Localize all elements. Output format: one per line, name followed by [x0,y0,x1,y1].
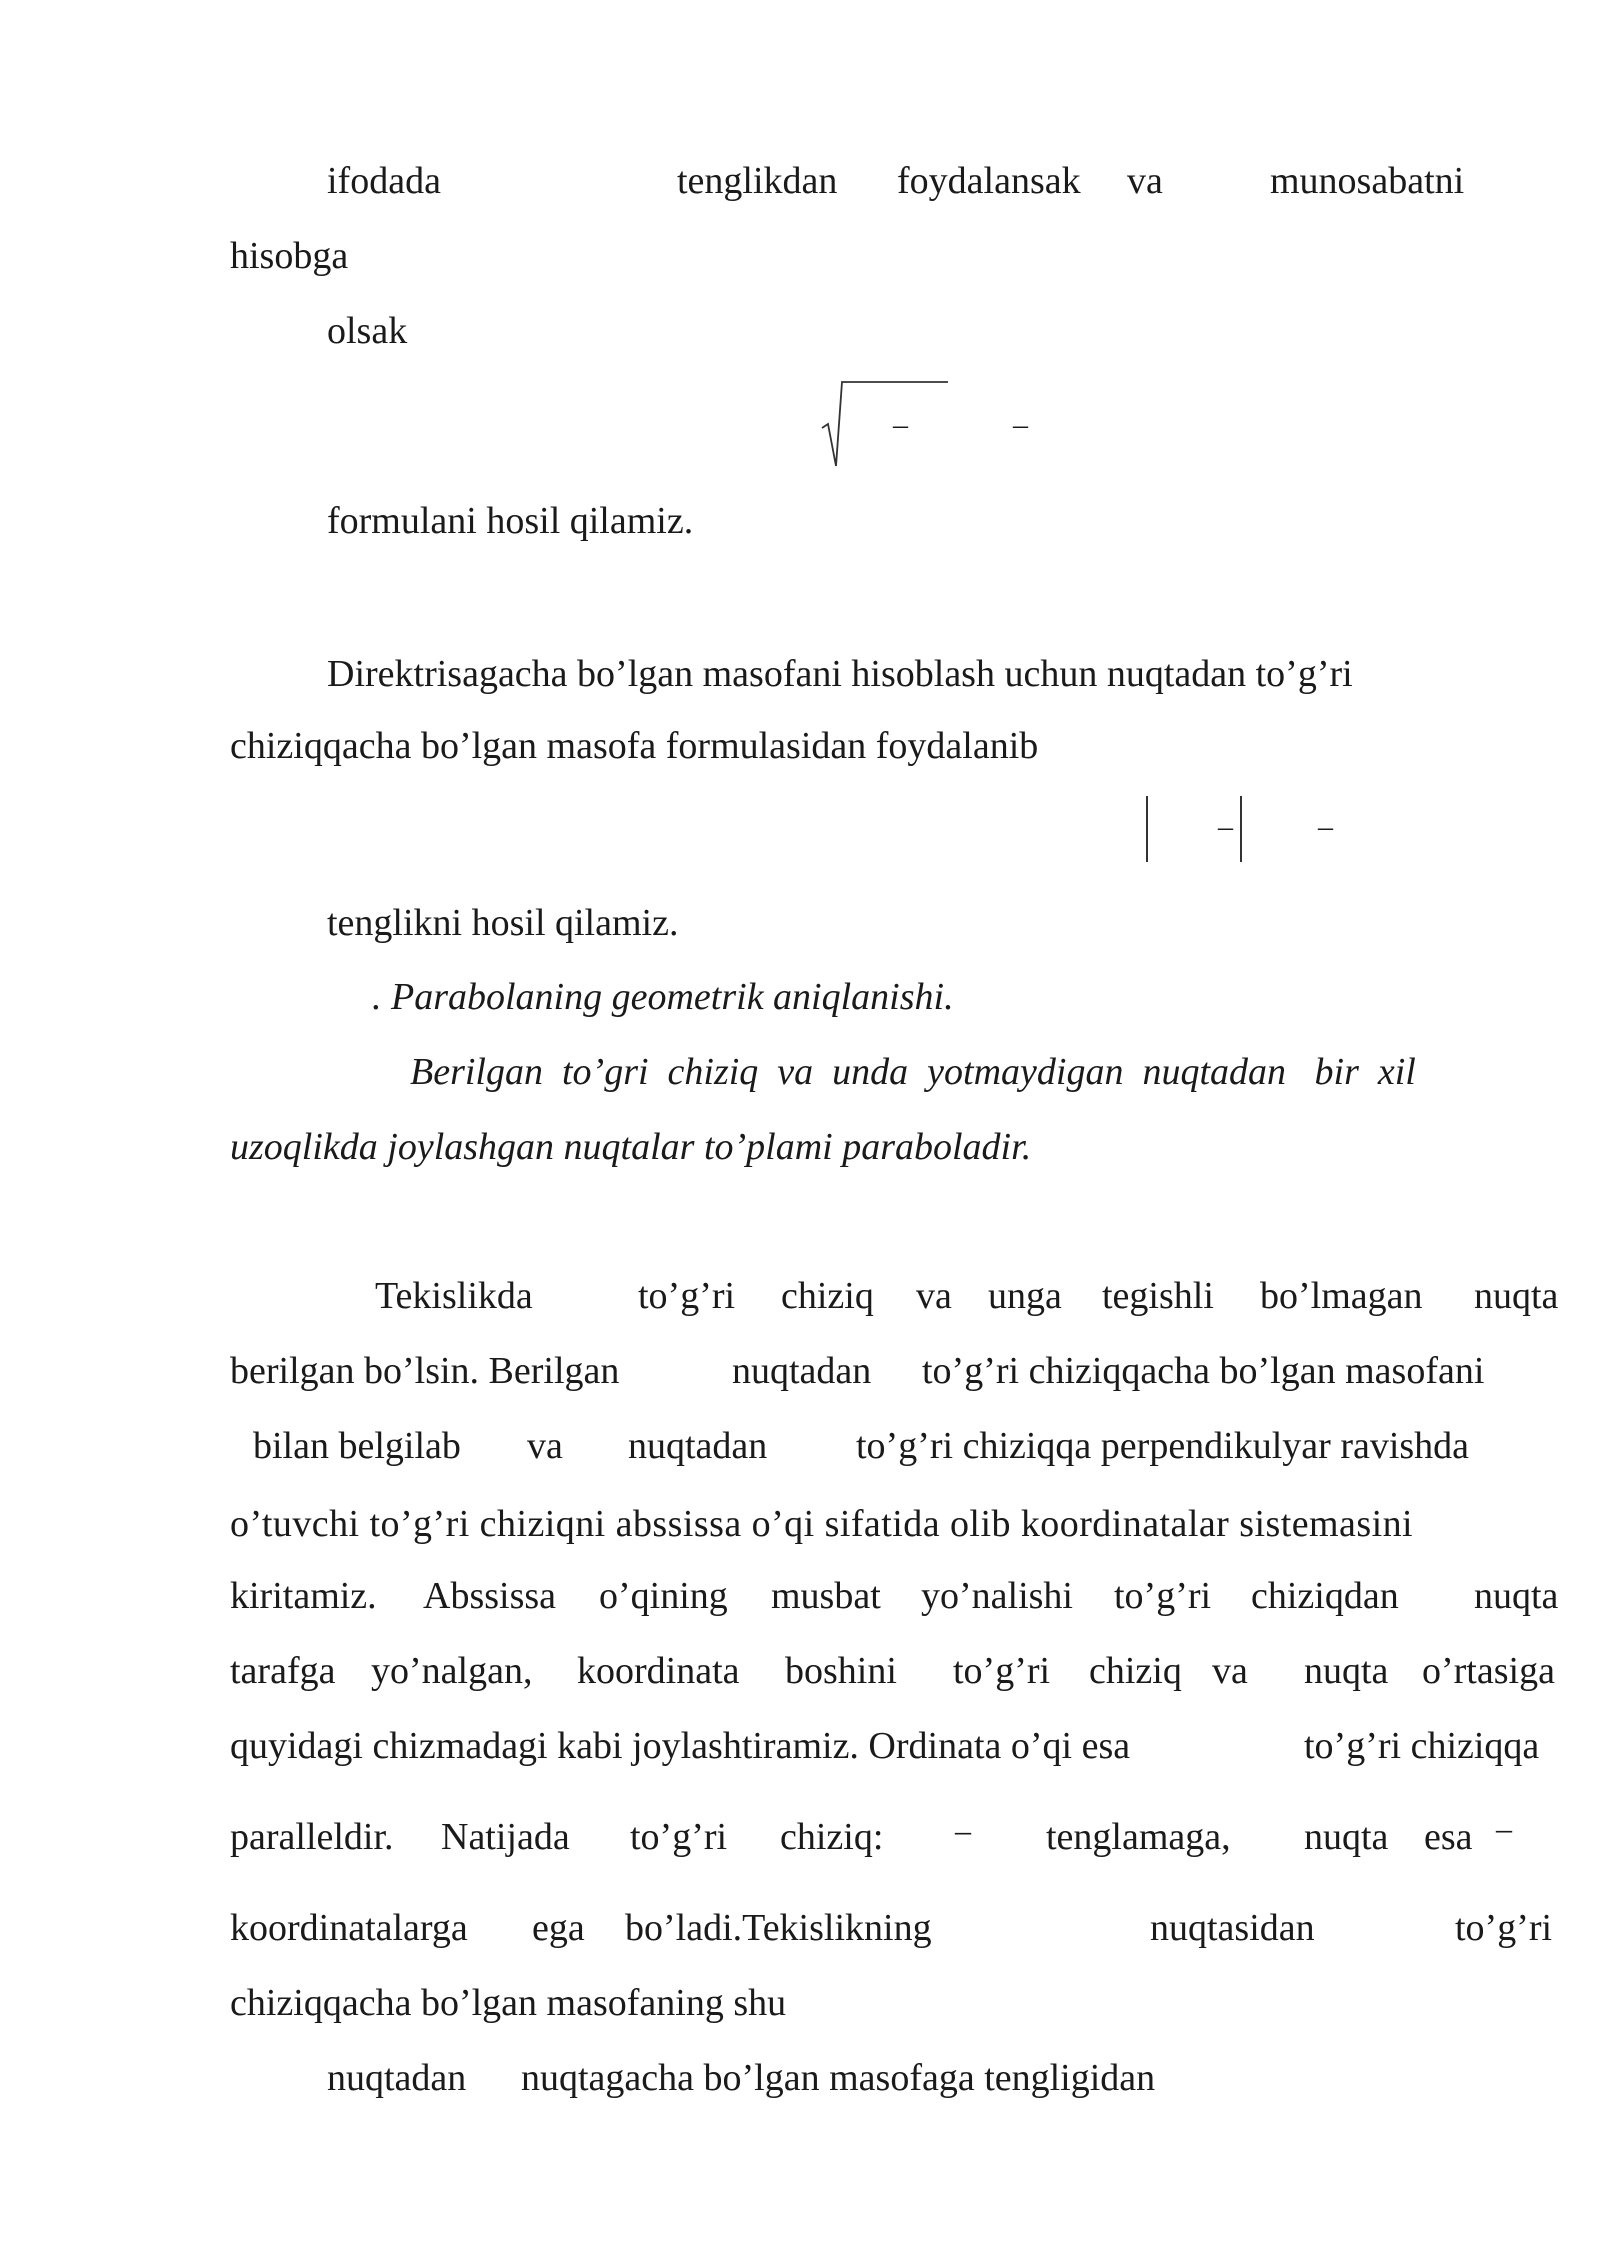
text-word: boshini [785,1650,897,1692]
text-line: chiziqqacha bo’lgan masofaning shu [230,1982,787,2024]
text-line [327,652,1497,696]
text-line: chiziqqacha bo’lgan masofa formulasidan foydalanib [230,725,1039,767]
text-segment: to’g’ri chiziqqa perpendikulyar ravishda [856,1425,1470,1467]
formula-mark: ‒ [1496,1810,1512,1846]
text-segment: to’g’ri chiziqqa [1304,1725,1540,1767]
text-word: tenglamaga, [1046,1816,1231,1858]
text-word: va [916,1275,952,1317]
text-word: o’rtasiga [1422,1650,1555,1692]
text-word: to’g’ri [638,1275,736,1317]
text-word: koordinata [577,1650,740,1692]
text-word: bo’ladi.Tekislikning [625,1907,932,1949]
text-word: Tekislikda [375,1275,533,1317]
text-word: tenglikdan [677,160,838,202]
text-word: ifodada [327,160,441,202]
text-word: chiziq [781,1275,874,1317]
text-segment: berilgan bo’lsin. Berilgan [230,1350,620,1392]
absolute-value-bar [1240,796,1242,862]
text-word: tarafga [230,1650,336,1692]
text-word: to’g’ri [1455,1907,1553,1949]
text-word: Natijada [441,1816,570,1858]
text-word: koordinatalarga [230,1907,468,1949]
text-word: unga [988,1275,1062,1317]
text-line: olsak [327,310,408,352]
text-word: nuqta [1474,1575,1559,1617]
text-word: nuqta [1304,1650,1389,1692]
absolute-value-bar [1146,796,1148,862]
text-word: paralleldir. [230,1816,394,1858]
text-line: hisobga [230,235,349,277]
text-word: Abssissa [423,1575,557,1617]
text-word: chiziq: [780,1816,884,1858]
text-word: foydalansak [897,160,1081,202]
text-word: munosabatni [1270,160,1465,202]
text-word: esa [1424,1816,1473,1858]
text-word: chiziq [1089,1650,1182,1692]
text-word: va [1127,160,1163,202]
text-word: ega [532,1907,585,1949]
text-word: kiritamiz. [230,1575,377,1617]
text-word: nuqta [1304,1816,1389,1858]
text-word: yo’nalgan, [371,1650,533,1692]
text-line: tenglikni hosil qilamiz. [327,902,679,944]
text-word: o’qining [599,1575,728,1617]
text-segment: nuqtadan [327,2057,467,2099]
formula-mark: ‒ [1013,408,1028,441]
text-line: formulani hosil qilamiz. [327,500,694,542]
text-segment: to’g’ri chiziqqacha bo’lgan masofani [922,1350,1485,1392]
text-segment: o’tuvchi to’g’ri chiziqni abssissa o’qi sifatida olib koordinatalar sistemasini [230,1503,1414,1545]
text-word: nuqta [1474,1275,1559,1317]
text-segment: va [527,1425,563,1467]
text-word: tegishli [1102,1275,1214,1317]
text-segment: nuqtadan [732,1350,872,1392]
text-word: musbat [771,1575,881,1617]
radical-sign [820,376,950,472]
text-word: va [1212,1650,1248,1692]
text-word: bo’lmagan [1260,1275,1423,1317]
text-segment: bilan belgilab [253,1425,461,1467]
formula-mark: ‒ [955,1812,971,1848]
formula-mark: ‒ [893,408,908,441]
text-word: chiziqdan [1251,1575,1399,1617]
definition-line: uzoqlikda joylashgan nuqtalar to’plami paraboladir. [230,1126,1032,1168]
text-segment: nuqtadan [628,1425,768,1467]
text-segment: quyidagi chizmadagi kabi joylashtiramiz. Ordinata o’qi esa [230,1725,1131,1767]
text-word: to’g’ri [1114,1575,1212,1617]
section-heading: . Parabolaning geometrik aniqlanishi. [372,976,954,1018]
text-word: to’g’ri [630,1816,728,1858]
definition-line: Berilgan to’gri chiziq va unda yotmaydigan nuqtadan bir xil [410,1051,1416,1093]
text-line [230,1502,1563,1546]
text-word: to’g’ri [953,1650,1051,1692]
text-segment: Direktrisagacha bo’lgan masofani hisoblash uchun nuqtadan to’g’ri [327,653,1353,695]
text-segment: nuqtagacha bo’lgan masofaga tengligidan [521,2057,1156,2099]
formula-mark: ‒ [1218,810,1233,843]
formula-mark: ‒ [1318,810,1333,843]
text-word: yo’nalishi [921,1575,1073,1617]
text-word: nuqtasidan [1150,1907,1315,1949]
